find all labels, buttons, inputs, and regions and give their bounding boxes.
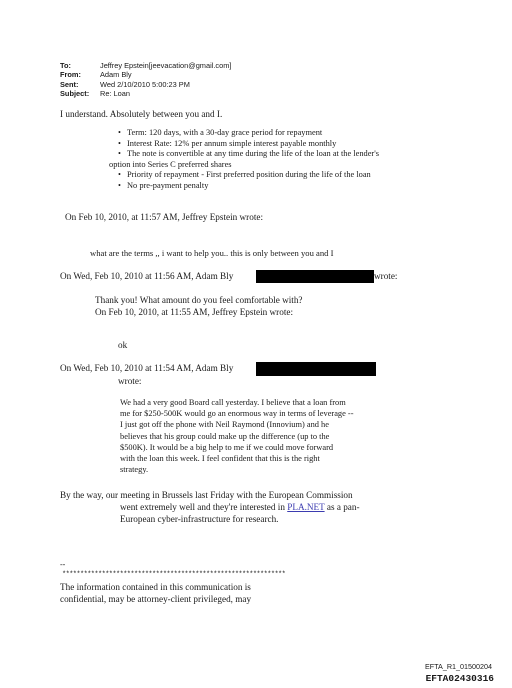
message-line: I just got off the phone with Neil Raymond (Innovium) and he (120, 420, 329, 430)
redaction-bar (256, 362, 376, 376)
bullet-icon: • (118, 128, 121, 137)
bullet-icon: • (118, 180, 121, 190)
brussels-line-3: European cyber-infrastructure for research. (120, 514, 279, 524)
brussels-line-2: went extremely well and they're interested in PLA.NET as a pan- (120, 502, 360, 512)
quote3-text: ok (118, 340, 128, 350)
list-item-continuation: option into Series C preferred shares (109, 159, 232, 169)
from-value: Adam Bly (100, 70, 132, 80)
subject-value: Re: Loan (100, 89, 130, 99)
sent-value: Wed 2/10/2010 5:00:23 PM (100, 79, 190, 89)
sent-label: Sent: (60, 79, 79, 89)
quote3-header: On Feb 10, 2010, at 11:55 AM, Jeffrey Epstein wrote: (95, 307, 294, 317)
bates-number-large: EFTA02430316 (425, 673, 494, 684)
brussels-line-1: By the way, our meeting in Brussels last Friday with the European Commission (60, 490, 353, 500)
disclaimer-line-2: confidential, may be attorney-client privileged, may (60, 594, 252, 604)
message-line: believes that his group could make up the difference (up to the (120, 431, 330, 441)
message-line: strategy. (120, 465, 149, 475)
list-item: • The note is convertible at any time during the life of the loan at the lender's (118, 149, 379, 158)
message-line: We had a very good Board call yesterday. I believe that a loan from (120, 398, 346, 407)
to-value: Jeffrey Epstein[jeevacation@gmail.com] (100, 61, 232, 70)
opening-line: I understand. Absolutely between you and I. (60, 109, 223, 119)
email-header (60, 61, 231, 99)
bullet-icon: • (118, 138, 121, 148)
quote2-header: On Wed, Feb 10, 2010 at 11:56 AM, Adam Bly (60, 271, 234, 281)
message-line: $500K). It would be a big help to me if we could move forward (120, 442, 334, 452)
subject-label: Subject: (60, 89, 90, 99)
quote4-header-wrote: wrote: (118, 376, 142, 386)
quote2-header-wrote: wrote: (374, 271, 398, 281)
redaction-bar (256, 270, 374, 283)
list-item: • Term: 120 days, with a 30-day grace period for repayment (118, 128, 323, 137)
message-line: me for $250-500K would go an enormous way in terms of leverage -- (120, 409, 354, 419)
list-item: • No pre-payment penalty (118, 180, 209, 190)
signature-separator: ************************************************************** (62, 571, 286, 579)
quote1-header: On Feb 10, 2010, at 11:57 AM, Jeffrey Epstein wrote: (65, 212, 264, 222)
signature-dashes: -- (60, 560, 66, 569)
to-label: To: (60, 61, 71, 70)
list-item: • Priority of repayment - First preferred position during the life of the loan (118, 170, 371, 179)
disclaimer-line-1: The information contained in this communication is (60, 582, 251, 592)
bullet-icon: • (118, 149, 121, 158)
from-label: From: (60, 70, 81, 80)
quote2-text: Thank you! What amount do you feel comfortable with? (95, 295, 303, 305)
bullet-icon: • (118, 170, 121, 179)
bates-number-small: EFTA_R1_01500204 (425, 662, 492, 671)
terms-list (109, 128, 379, 191)
quote4-message (120, 397, 354, 475)
message-line: with the loan this week. I feel confident that this is the right (120, 454, 320, 464)
quote4-header: On Wed, Feb 10, 2010 at 11:54 AM, Adam Bly (60, 363, 234, 373)
quote1-text: what are the terms ,, i want to help you.. this is only between you and I (90, 248, 334, 258)
pla-net-link[interactable]: PLA.NET (287, 502, 325, 512)
list-item: • Interest Rate: 12% per annum simple interest payable monthly (118, 138, 337, 148)
